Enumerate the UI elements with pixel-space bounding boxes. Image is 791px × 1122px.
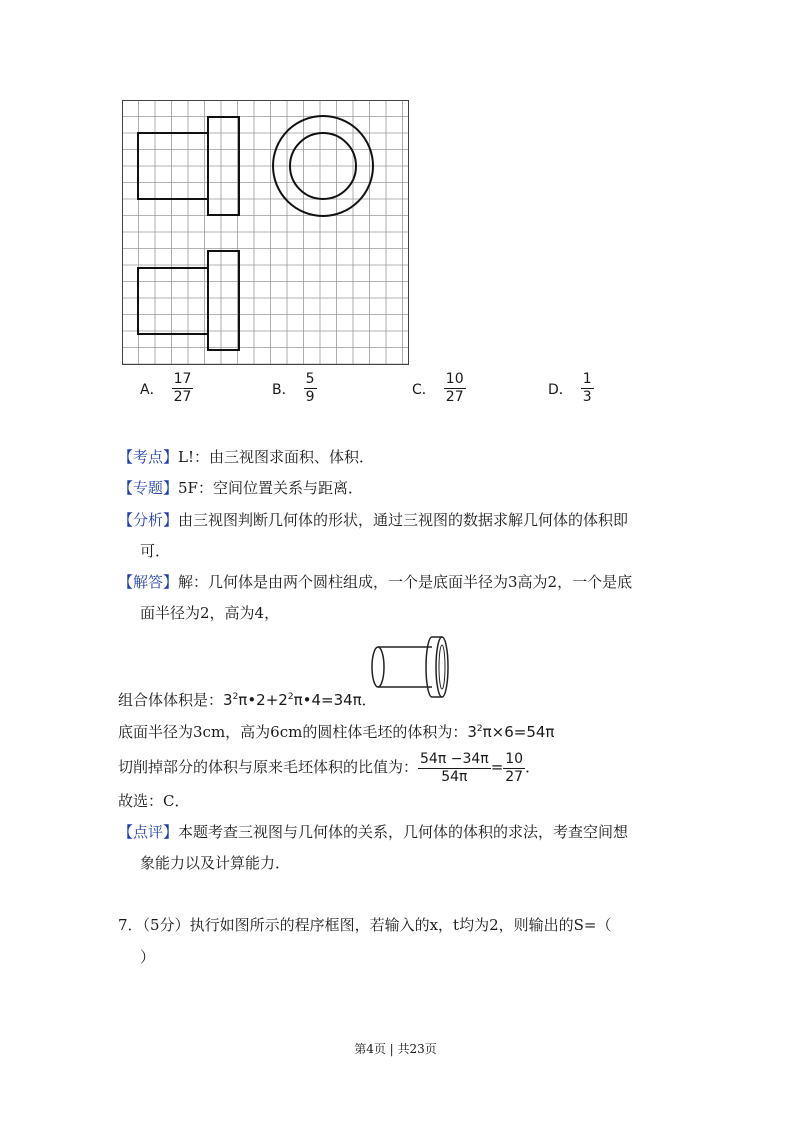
blank-volume-prefix: 底面半径为3cm，高为6cm的圆柱体毛坯的体积为： bbox=[118, 723, 468, 741]
jieda-line-1 bbox=[118, 571, 632, 593]
answer-line: 故选：C． bbox=[118, 792, 190, 810]
dianping-tag: 【点评】 bbox=[118, 823, 179, 841]
fenxi-tag: 【分析】 bbox=[118, 511, 179, 529]
zhuanti-line bbox=[118, 477, 363, 499]
combined-volume-formula: $3^2\pi•2+2^2\pi•4=34\pi$． bbox=[223, 691, 377, 709]
top-view-small-cylinder bbox=[138, 268, 208, 334]
dianping-text-1: 本题考查三视图与几何体的关系，几何体的体积的求法，考查空间想 bbox=[178, 823, 629, 841]
zhuanti-text: 5F：空间位置关系与距离． bbox=[178, 479, 363, 497]
three-view-figure bbox=[122, 100, 410, 366]
ratio-line bbox=[118, 748, 540, 786]
blank-volume-formula: $3^2\pi\times 6=54\pi$ bbox=[467, 723, 555, 741]
page-footer: 第4页 | 共23页 bbox=[354, 1042, 437, 1056]
ratio-fraction-1: $\frac{54\pi -34\pi}{54\pi}$ bbox=[420, 750, 489, 785]
combined-volume-line bbox=[118, 686, 377, 711]
option-b-label: B． bbox=[272, 381, 296, 398]
zhuanti-tag: 【专题】 bbox=[118, 479, 179, 497]
option-a-fraction: $\frac{17}{27}$ bbox=[173, 371, 192, 405]
jieda-tag: 【解答】 bbox=[118, 573, 179, 591]
top-view-large-cylinder bbox=[208, 251, 239, 350]
option-d-fraction: $\frac{1}{3}$ bbox=[582, 371, 592, 405]
option-a[interactable] bbox=[140, 371, 193, 406]
kaodian-text: L!：由三视图求面积、体积． bbox=[178, 448, 375, 466]
fenxi-line-2: 可． bbox=[140, 542, 171, 560]
fenxi-text-1: 由三视图判断几何体的形状，通过三视图的数据求解几何体的体积即 bbox=[178, 511, 629, 529]
option-d[interactable] bbox=[548, 371, 594, 406]
ratio-fraction-2: $\frac{10}{27}$ bbox=[505, 750, 524, 785]
ratio-suffix: ． bbox=[525, 758, 541, 776]
question-7-line-2: ） bbox=[140, 948, 156, 966]
option-a-label: A． bbox=[140, 381, 164, 398]
option-b-fraction: $\frac{5}{9}$ bbox=[305, 371, 315, 405]
kaodian-tag: 【考点】 bbox=[118, 448, 179, 466]
blank-volume-line bbox=[118, 718, 554, 743]
jieda-text-1: 解：几何体是由两个圆柱组成，一个是底面半径为3高为2，一个是底 bbox=[178, 573, 633, 591]
option-d-label: D． bbox=[548, 381, 573, 398]
dianping-line-1 bbox=[118, 821, 628, 843]
combined-volume-prefix: 组合体体积是： bbox=[118, 691, 224, 709]
ratio-equals: = bbox=[490, 758, 504, 776]
fenxi-line-1 bbox=[118, 509, 628, 531]
jieda-line-2: 面半径为2，高为4， bbox=[140, 604, 280, 622]
kaodian-line bbox=[118, 446, 374, 468]
dianping-line-2: 象能力以及计算能力． bbox=[140, 854, 291, 872]
option-c-label: C． bbox=[412, 381, 436, 398]
combined-solid-sketch bbox=[366, 634, 452, 700]
ratio-prefix: 切削掉部分的体积与原来毛坯体积的比值为： bbox=[118, 758, 419, 776]
option-c[interactable] bbox=[412, 371, 466, 406]
option-b[interactable] bbox=[272, 371, 317, 406]
question-7-line-1: 7．（5分）执行如图所示的程序框图，若输入的x，t均为2，则输出的S=（ bbox=[118, 916, 612, 934]
option-c-fraction: $\frac{10}{27}$ bbox=[445, 371, 464, 405]
